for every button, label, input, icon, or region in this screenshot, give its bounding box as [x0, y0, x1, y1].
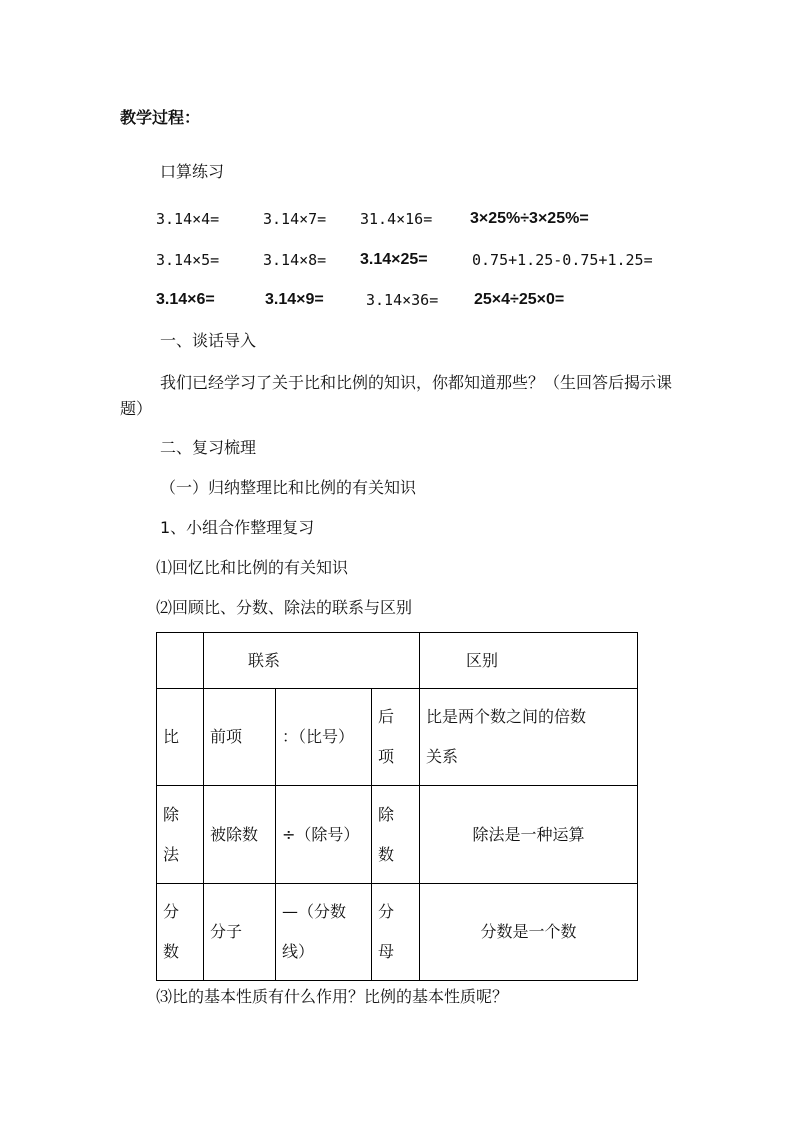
- calc-item: 0.75+1.25-0.75+1.25=: [472, 251, 653, 269]
- calc-item: 31.4×16=: [360, 210, 433, 228]
- row-label: 分 数: [157, 883, 204, 980]
- row-label: 比: [157, 689, 204, 786]
- section-title: 教学过程：: [120, 108, 201, 127]
- calc-item: 3.14×7=: [263, 210, 327, 228]
- comparison-table: [156, 632, 638, 981]
- table-cell: 分数是一个数: [420, 883, 638, 980]
- section-heading: 一、谈话导入: [160, 331, 257, 350]
- header-diff: 区别: [420, 633, 638, 689]
- calc-item: 3.14×25=: [360, 251, 428, 268]
- table-cell: 除法是一种运算: [420, 786, 638, 883]
- table-cell: ÷（除号）: [276, 786, 372, 883]
- table-cell: ：（比号）: [276, 689, 372, 786]
- intro-paragraph: 我们已经学习了关于比和比例的知识，你都知道那些？（生回答后揭示课题）: [120, 373, 673, 418]
- subsection-heading: （一）归纳整理比和比例的有关知识: [160, 478, 417, 497]
- table-row: [157, 689, 638, 786]
- table-cell: [157, 633, 204, 689]
- calc-item: 3.14×5=: [156, 251, 220, 269]
- header-link: 联系: [204, 633, 420, 689]
- step-heading: 1、小组合作整理复习: [160, 518, 315, 537]
- question-item: ⑵回顾比、分数、除法的联系与区别: [156, 598, 413, 617]
- calc-item: 3.14×36=: [366, 291, 439, 309]
- section-heading: 二、复习梳理: [160, 438, 257, 457]
- table-cell: 分子: [204, 883, 276, 980]
- table-row: [157, 633, 638, 689]
- calc-item: 25×4÷25×0=: [474, 291, 565, 308]
- calc-item: 3.14×4=: [156, 210, 220, 228]
- table-cell: 被除数: [204, 786, 276, 883]
- oral-practice-heading: 口算练习: [160, 162, 225, 181]
- question-item: ⑴回忆比和比例的有关知识: [156, 558, 349, 577]
- calc-item: 3.14×9=: [265, 291, 324, 308]
- calc-item: 3×25%÷3×25%=: [470, 210, 589, 227]
- table-cell: 分 母: [372, 883, 420, 980]
- table-row: [157, 786, 638, 883]
- question-item: ⑶比的基本性质有什么作用？比例的基本性质呢？: [156, 987, 509, 1006]
- table-row: [157, 883, 638, 980]
- table-cell: 除 数: [372, 786, 420, 883]
- table-cell: 前项: [204, 689, 276, 786]
- calc-item: 3.14×6=: [156, 291, 215, 308]
- table-cell: 比是两个数之间的倍数 关系: [420, 689, 638, 786]
- table-cell: —（分数 线）: [276, 883, 372, 980]
- table-cell: 后 项: [372, 689, 420, 786]
- row-label: 除 法: [157, 786, 204, 883]
- calc-item: 3.14×8=: [263, 251, 327, 269]
